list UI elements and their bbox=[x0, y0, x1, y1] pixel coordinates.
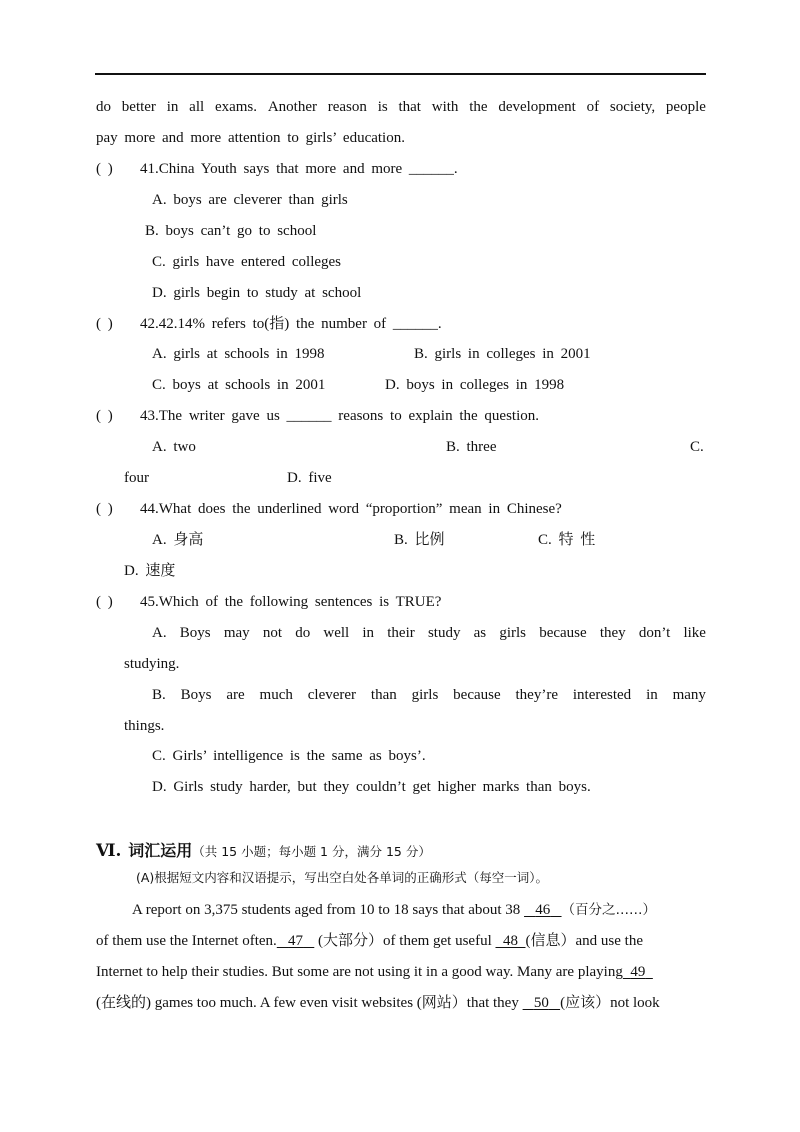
passage-word: Another bbox=[267, 99, 317, 115]
option-word: they’re bbox=[515, 687, 558, 703]
question-44-option-c: C. 特 性 bbox=[538, 532, 596, 548]
hint-50-text: (应该）not look bbox=[560, 995, 660, 1011]
question-43-option-b: B. three bbox=[446, 439, 497, 455]
question-45-option-a bbox=[152, 624, 706, 642]
question-45-option-b-cont: things. bbox=[124, 718, 165, 734]
option-word: because bbox=[453, 687, 501, 703]
answer-paren-41: ( ) bbox=[96, 161, 113, 177]
hint-48-text: (信息）and use the bbox=[525, 933, 643, 949]
option-word: many bbox=[672, 687, 706, 703]
question-41-option-a: A. boys are cleverer than girls bbox=[152, 192, 348, 208]
question-45-option-c: C. Girls’ intelligence is the same as boys’. bbox=[152, 748, 426, 764]
question-41-option-c: C. girls have entered colleges bbox=[152, 254, 342, 270]
passage-word: development bbox=[498, 99, 576, 115]
blank-49-number: 49 bbox=[630, 964, 646, 980]
question-44-option-a: A. 身高 bbox=[152, 532, 204, 548]
blank-46-number: 46 bbox=[535, 902, 551, 918]
option-word: like bbox=[683, 625, 706, 641]
blank-49[interactable] bbox=[623, 964, 653, 980]
blank-48[interactable] bbox=[496, 933, 526, 949]
vocab-text: (在线的) games too much. A few even visit websites (网站）that they bbox=[96, 995, 519, 1011]
question-41-option-b: B. boys can’t go to school bbox=[145, 223, 317, 239]
option-word: much bbox=[259, 687, 293, 703]
passage-word: with bbox=[431, 99, 459, 115]
question-43-option-c-letter: C. bbox=[690, 439, 704, 455]
question-44-stem: 44.What does the underlined word “proportion” mean in Chinese? bbox=[140, 501, 562, 517]
option-word: as bbox=[473, 625, 487, 641]
option-word: because bbox=[539, 625, 587, 641]
section-6-instruction: (A)根据短文内容和汉语提示，写出空白处各单词的正确形式（每空一词）。 bbox=[136, 870, 549, 885]
passage-word: that bbox=[398, 99, 421, 115]
passage-line-2: pay more and more attention to girls’ education. bbox=[96, 130, 405, 146]
option-word: interested bbox=[572, 687, 632, 703]
passage-line-1 bbox=[96, 98, 706, 116]
blank-47-number: 47 bbox=[288, 933, 304, 949]
section-6-title: 词汇运用 bbox=[128, 841, 193, 860]
section-6-number: Ⅵ. bbox=[96, 841, 122, 861]
vocab-passage-line-1 bbox=[132, 901, 656, 919]
vocab-text: of them use the Internet often. bbox=[96, 933, 277, 949]
answer-paren-44: ( ) bbox=[96, 501, 113, 517]
question-44-option-b: B. 比例 bbox=[394, 532, 445, 548]
question-43-option-a: A. two bbox=[152, 439, 196, 455]
question-43-option-d: D. five bbox=[287, 470, 332, 486]
vocab-text: Internet to help their studies. But some are not using it in a good way. Many are playing bbox=[96, 964, 623, 980]
passage-word: in bbox=[166, 99, 179, 115]
passage-word: the bbox=[469, 99, 488, 115]
passage-word: people bbox=[665, 99, 706, 115]
question-42-option-d: D. boys in colleges in 1998 bbox=[385, 377, 565, 393]
option-word: not bbox=[262, 625, 282, 641]
option-word: do bbox=[295, 625, 311, 641]
answer-paren-45: ( ) bbox=[96, 594, 113, 610]
passage-word: of bbox=[586, 99, 600, 115]
question-41-option-d: D. girls begin to study at school bbox=[152, 285, 362, 301]
vocab-passage-line-2 bbox=[96, 932, 643, 950]
option-word: in bbox=[362, 625, 375, 641]
header-rule bbox=[95, 73, 706, 75]
option-word: in bbox=[646, 687, 658, 703]
question-42-stem: 42.42.14% refers to(指) the number of ______. bbox=[140, 316, 442, 332]
question-45-option-a-cont: studying. bbox=[124, 656, 180, 672]
option-word: cleverer bbox=[307, 687, 357, 703]
section-6-note: （共 15 小题；每小题 1 分，满分 15 分） bbox=[192, 844, 431, 859]
option-word: Boys bbox=[180, 687, 212, 703]
blank-48-number: 48 bbox=[503, 933, 518, 949]
option-word: are bbox=[226, 687, 245, 703]
option-word: girls bbox=[411, 687, 439, 703]
vocab-passage-line-3 bbox=[96, 963, 653, 981]
passage-word: all bbox=[189, 99, 205, 115]
section-6-heading bbox=[96, 838, 431, 861]
option-word: than bbox=[370, 687, 397, 703]
question-42-option-c: C. boys at schools in 2001 bbox=[152, 377, 326, 393]
option-word: girls bbox=[499, 625, 526, 641]
option-word: don’t bbox=[638, 625, 671, 641]
hint-46: （百分之……） bbox=[561, 902, 657, 918]
option-word: B. bbox=[152, 687, 166, 703]
blank-46[interactable] bbox=[524, 902, 562, 918]
option-word: study bbox=[427, 625, 461, 641]
blank-50[interactable] bbox=[523, 995, 561, 1011]
hint-47-text: (大部分）of them get useful bbox=[318, 933, 492, 949]
question-42-option-b: B. girls in colleges in 2001 bbox=[414, 346, 591, 362]
question-45-option-b bbox=[152, 686, 706, 704]
answer-paren-42: ( ) bbox=[96, 316, 113, 332]
answer-paren-43: ( ) bbox=[96, 408, 113, 424]
option-word: their bbox=[387, 625, 415, 641]
question-45-option-d: D. Girls study harder, but they couldn’t get higher marks than boys. bbox=[152, 779, 591, 795]
passage-word: society, bbox=[609, 99, 656, 115]
option-word: A. bbox=[152, 625, 167, 641]
option-word: may bbox=[223, 625, 250, 641]
option-word: well bbox=[323, 625, 350, 641]
passage-word: do bbox=[96, 99, 111, 115]
question-44-option-d: D. 速度 bbox=[124, 563, 176, 579]
passage-word: reason bbox=[327, 99, 367, 115]
question-43-stem: 43.The writer gave us ______ reasons to explain the question. bbox=[140, 408, 539, 424]
question-45-stem: 45.Which of the following sentences is TRUE? bbox=[140, 594, 442, 610]
option-word: they bbox=[599, 625, 626, 641]
question-42-option-a: A. girls at schools in 1998 bbox=[152, 346, 325, 362]
blank-47[interactable] bbox=[277, 933, 315, 949]
passage-word: better bbox=[121, 99, 156, 115]
passage-word: is bbox=[377, 99, 388, 115]
question-43-option-c-text: four bbox=[124, 470, 149, 486]
blank-50-number: 50 bbox=[533, 995, 549, 1011]
option-word: Boys bbox=[179, 625, 211, 641]
passage-word: exams. bbox=[214, 99, 258, 115]
question-41-stem: 41.China Youth says that more and more ______. bbox=[140, 161, 458, 177]
vocab-passage-line-4 bbox=[96, 994, 660, 1012]
vocab-text: A report on 3,375 students aged from 10 to 18 says that about 38 bbox=[132, 902, 521, 918]
